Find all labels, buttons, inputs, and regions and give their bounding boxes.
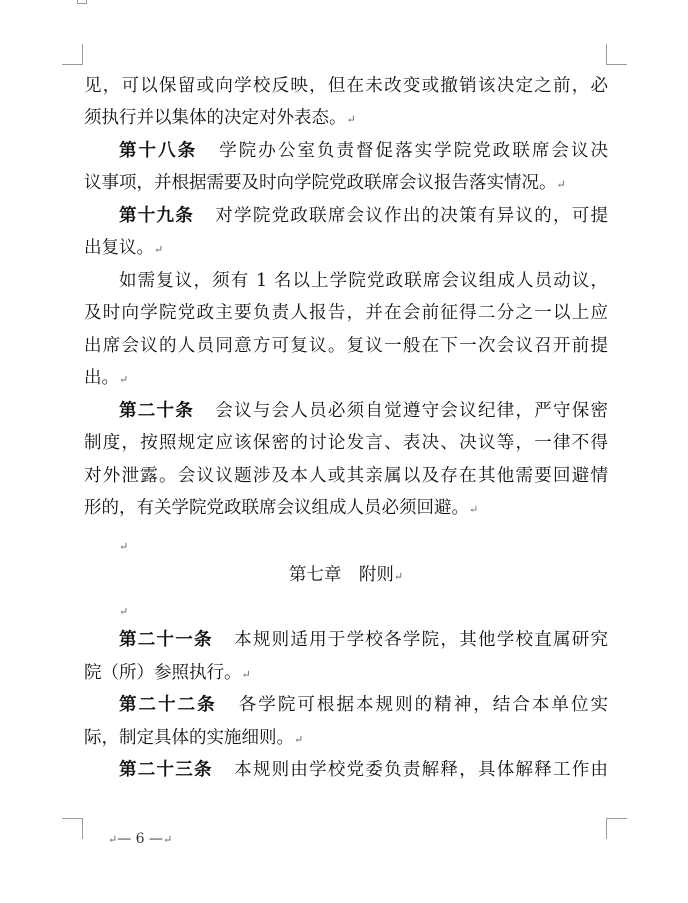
article-21-line-2 (84, 659, 608, 687)
article-20-line-4 (84, 494, 608, 522)
crop-mark-bottom-right (606, 818, 627, 839)
article-22-line-1 (119, 691, 608, 719)
article-18-line-1 (119, 137, 608, 165)
page-footer (108, 828, 172, 850)
paragraph-mark-icon: ↵ (241, 668, 251, 681)
text-segment: 会议与会人员必须自觉遵守会议纪律，严守保密 (214, 401, 609, 421)
paragraph-mark-icon: ↵ (119, 605, 129, 618)
text-segment: 学院办公室负责督促落实学院党政联席会议决 (217, 141, 609, 161)
paragraph-mark-icon: ↵ (154, 243, 164, 256)
text-segment: 形的，有关学院党政联席会议组成人员必须回避。 (84, 498, 469, 518)
article-21-title: 第二十一条 (119, 630, 213, 650)
text-segment: 出。 (84, 368, 119, 388)
paragraph-mark-icon: ↵ (163, 833, 173, 846)
chapter-heading (84, 561, 608, 589)
article-18-title: 第十八条 (119, 141, 198, 161)
article-20-line-1 (119, 397, 608, 425)
paragraph-mark-icon: ↵ (393, 570, 404, 583)
text-segment: 各学院可根据本规则的精神，结合本单位实 (236, 695, 609, 715)
top-margin-mark (77, 0, 87, 4)
paragraph-mark-icon: ↵ (119, 540, 129, 553)
article-19-line-1 (119, 202, 608, 230)
paragraph-reconsider-line-1: 如需复议，须有 1 名以上学院党政联席会议组成人员动议， (119, 271, 608, 291)
article-20-title: 第二十条 (119, 401, 195, 421)
text-segment: 须执行并以集体的决定对外表态。 (84, 108, 347, 128)
paragraph-mark-icon: ↵ (556, 178, 566, 191)
article-22-line-2 (84, 724, 608, 752)
article-19-title: 第十九条 (119, 206, 195, 226)
empty-line (119, 596, 608, 624)
paragraph-mark-icon: ↵ (294, 733, 304, 746)
text-line (84, 104, 608, 132)
chapter-title: 第七章 附则 (288, 565, 394, 585)
text-segment: 本规则适用于学校各学院，其他学校直属研究 (232, 630, 609, 650)
text-segment: 际，制定具体的实施细则。 (84, 728, 294, 748)
article-23-title: 第二十三条 (119, 760, 213, 780)
article-22-title: 第二十二条 (119, 695, 217, 715)
article-21-line-1 (119, 626, 608, 654)
text-segment: 院（所）参照执行。 (84, 663, 242, 683)
article-19-line-2 (84, 234, 608, 262)
article-18-line-2 (84, 169, 608, 197)
article-20-line-3: 对外泄露。会议议题涉及本人或其亲属以及存在其他需要回避情 (84, 466, 608, 486)
paragraph-mark-icon: ↵ (108, 833, 118, 846)
text-segment: 议事项，并根据需要及时向学院党政联席会议报告落实情况。 (84, 173, 557, 193)
text-segment: 对学院党政联席会议作出的决策有异议的，可提 (214, 206, 609, 226)
article-23-line-1 (119, 756, 608, 784)
paragraph-mark-icon: ↵ (346, 113, 356, 126)
paragraph-reconsider-line-4 (84, 364, 608, 392)
paragraph-reconsider-line-3: 出席会议的人员同意方可复议。复议一般在下一次会议召开前提 (84, 336, 608, 356)
text-segment: 本规则由学校党委负责解释，具体解释工作由 (232, 760, 609, 780)
paragraph-mark-icon: ↵ (119, 373, 129, 386)
page-number: — 6 — (117, 831, 164, 847)
article-20-line-2: 制度，按照规定应该保密的讨论发言、表决、决议等，一律不得 (84, 433, 608, 453)
crop-mark-top-right (606, 44, 627, 65)
paragraph-mark-icon: ↵ (469, 503, 479, 516)
paragraph-reconsider-line-2: 及时向学院党政主要负责人报告，并在会前征得二分之一以上应 (84, 303, 608, 323)
crop-mark-bottom-left (62, 818, 83, 839)
crop-mark-top-left (62, 44, 83, 65)
text-segment: 出复议。 (84, 238, 154, 258)
text-line: 见，可以保留或向学校反映，但在未改变或撤销该决定之前，必 (84, 76, 608, 96)
empty-line (119, 531, 608, 559)
